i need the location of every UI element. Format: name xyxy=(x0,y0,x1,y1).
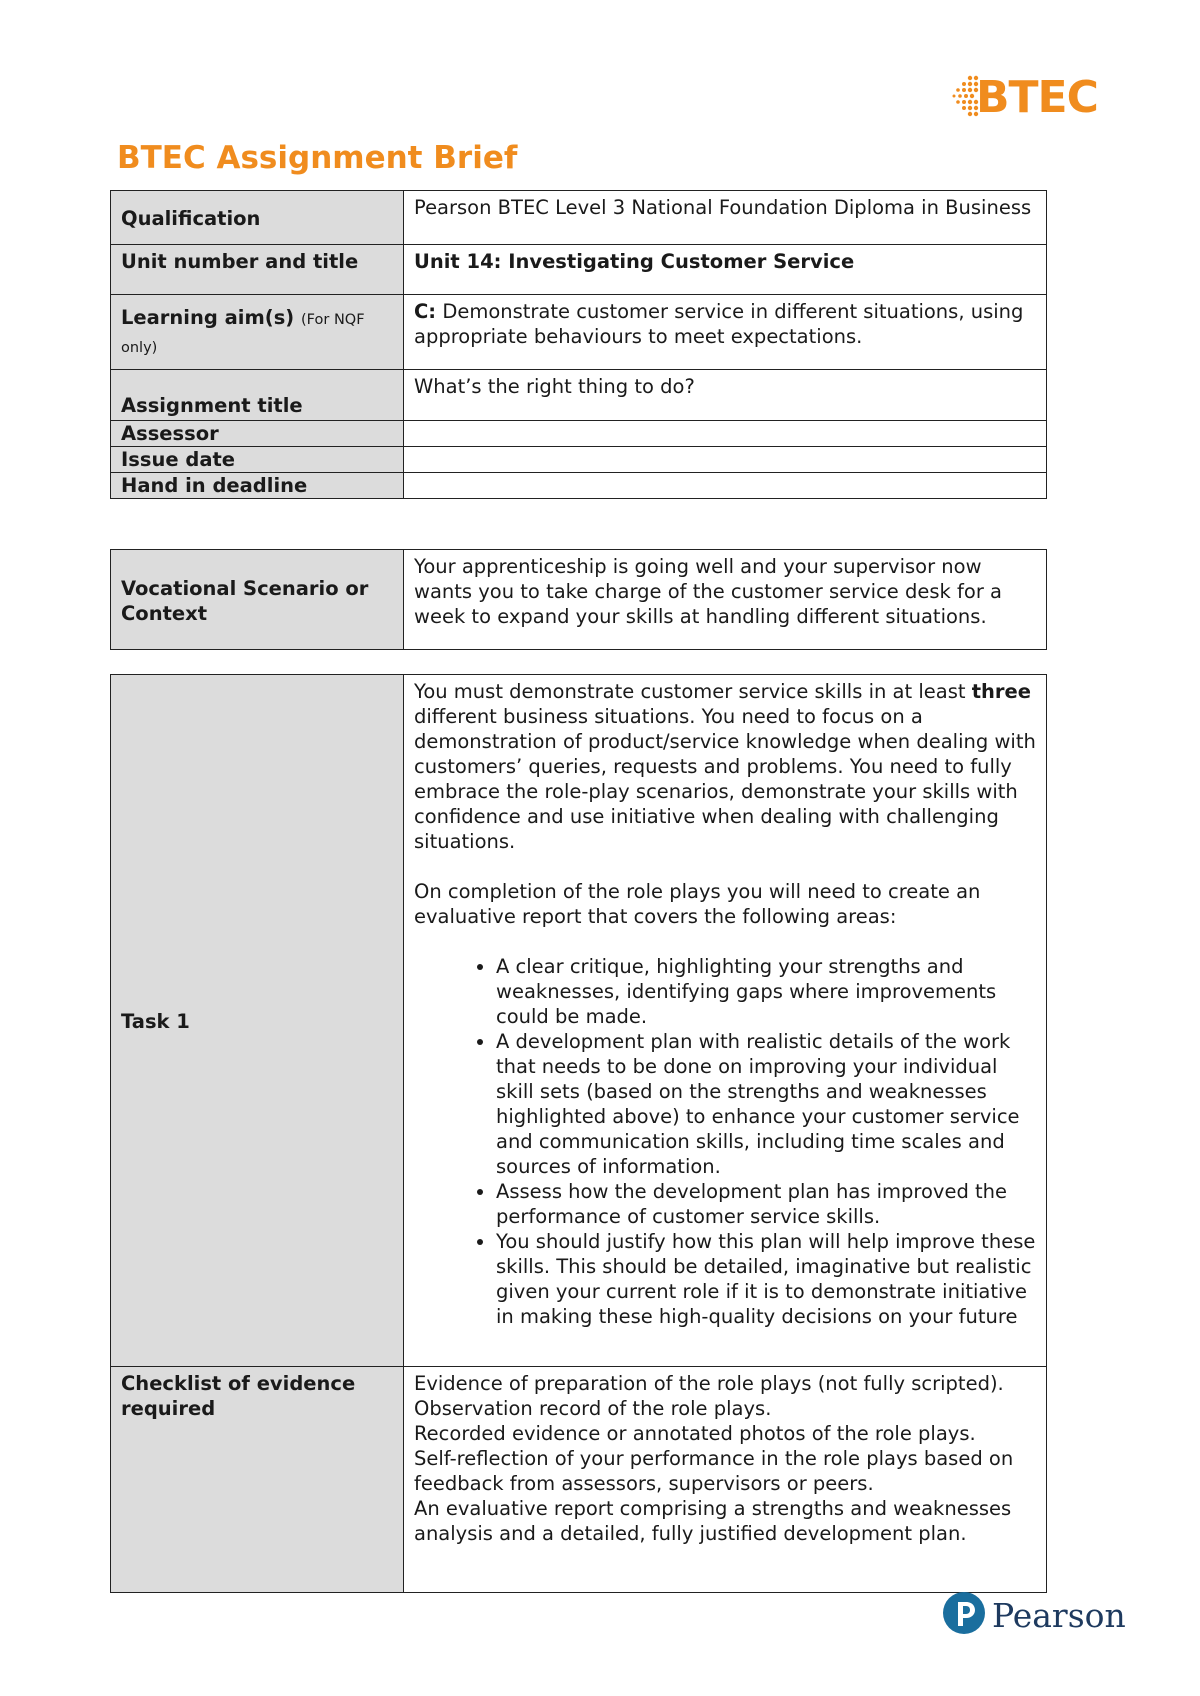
issue-date-value xyxy=(404,447,1047,473)
deadline-value xyxy=(404,473,1047,499)
learning-aim-prefix: C: xyxy=(414,300,437,323)
unit-value: Unit 14: Investigating Customer Service xyxy=(404,245,1047,295)
pearson-p-icon xyxy=(942,1590,986,1636)
task-bullet: • A clear critique, highlighting your strengths and weaknesses, identifying gaps where improvements could be made. xyxy=(496,954,1036,1029)
qualification-value: Pearson BTEC Level 3 National Foundation Diploma in Business xyxy=(404,191,1047,245)
assignment-title-value: What’s the right thing to do? xyxy=(404,370,1047,421)
details-table xyxy=(110,190,1047,499)
task-label: Task 1 xyxy=(111,675,404,1367)
checklist-item: Evidence of preparation of the role plays (not fully scripted). xyxy=(414,1372,1004,1395)
pearson-logo-text: Pearson xyxy=(992,1596,1126,1635)
assignment-title-label: Assignment title xyxy=(111,370,404,421)
learning-aim-label-cell xyxy=(111,295,404,370)
task-intro xyxy=(414,679,1036,854)
task-intro-after: different business situations. You need to focus on a demonstration of product/service knowledge when dealing with customers’ queries, requests and problems. You need to fully embrace the role-play scenarios, demonstrate your skills with confidence and use initiative when dealing with challenging situations. xyxy=(414,705,1036,853)
checklist-label: Checklist of evidence required xyxy=(111,1367,404,1593)
checklist-item: Recorded evidence or annotated photos of the role plays. xyxy=(414,1422,976,1445)
task-intro-before: You must demonstrate customer service skills in at least xyxy=(414,680,966,703)
task-bullet: • Assess how the development plan has improved the performance of customer service skills. xyxy=(496,1179,1036,1229)
task-bullet: • You should justify how this plan will help improve these skills. This should be detailed, imaginative but realistic given your current role if it is to demonstrate initiative in making these high-quality decisions on your future xyxy=(496,1229,1036,1329)
task-content xyxy=(404,675,1047,1367)
assessor-value xyxy=(404,421,1047,447)
deadline-row xyxy=(111,473,1047,499)
learning-aim-row xyxy=(111,295,1047,370)
assessor-row xyxy=(111,421,1047,447)
scenario-row xyxy=(111,550,1047,650)
learning-aim-value: Demonstrate customer service in different situations, using appropriate behaviours to meet expectations. xyxy=(414,300,1024,348)
scenario-table xyxy=(110,549,1047,650)
scenario-label: Vocational Scenario or Context xyxy=(111,550,404,650)
btec-logo xyxy=(950,70,1100,130)
scenario-text: Your apprenticeship is going well and your supervisor now wants you to take charge of the customer service desk for a week to expand your skills at handling different situations. xyxy=(404,550,1047,650)
checklist-item: An evaluative report comprising a strengths and weaknesses analysis and a detailed, fully justified development plan. xyxy=(414,1497,1012,1545)
pearson-logo xyxy=(942,1590,1126,1646)
task-bullet-list xyxy=(414,954,1036,1329)
checklist-item: Self-reflection of your performance in the role plays based on feedback from assessors, supervisors or peers. xyxy=(414,1447,1014,1495)
unit-label: Unit number and title xyxy=(111,245,404,295)
task-row xyxy=(111,675,1047,1367)
learning-aim-label: Learning aim(s) xyxy=(121,306,295,329)
task-bullet: • A development plan with realistic details of the work that needs to be done on improving your individual skill sets (based on the strengths and weaknesses highlighted above) to enhance your customer service and communication skills, including time scales and sources of information. xyxy=(496,1029,1036,1179)
qualification-row xyxy=(111,191,1047,245)
assignment-title-row xyxy=(111,370,1047,421)
qualification-label: Qualification xyxy=(111,191,404,245)
deadline-label: Hand in deadline xyxy=(111,473,404,499)
checklist-content xyxy=(404,1367,1047,1593)
issue-date-label: Issue date xyxy=(111,447,404,473)
task-intro-bold: three xyxy=(971,680,1031,703)
checklist-row xyxy=(111,1367,1047,1593)
task-table xyxy=(110,674,1047,1593)
assessor-label: Assessor xyxy=(111,421,404,447)
unit-row xyxy=(111,245,1047,295)
btec-logo-text: BTEC xyxy=(976,72,1098,123)
checklist-item: Observation record of the role plays. xyxy=(414,1397,772,1420)
page-title: BTEC Assignment Brief xyxy=(117,140,518,176)
learning-aim-note: (For NQF only) xyxy=(121,312,365,356)
issue-date-row xyxy=(111,447,1047,473)
task-report-intro: On completion of the role plays you will need to create an evaluative report that covers the following areas: xyxy=(414,880,981,928)
learning-aim-value-cell xyxy=(404,295,1047,370)
